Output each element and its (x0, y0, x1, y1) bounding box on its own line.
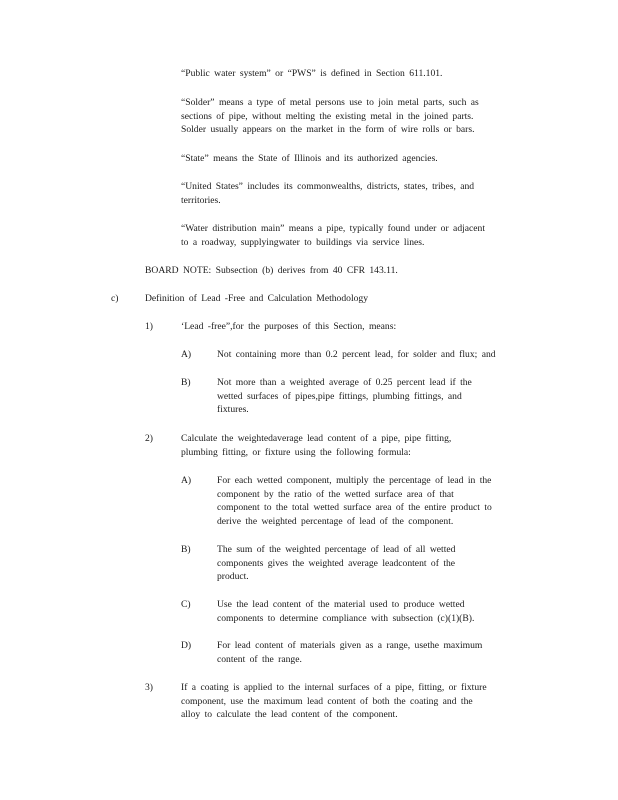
text-line: For each wetted component, multiply the percentage of lead in the (217, 475, 492, 486)
text-line: plumbing fitting, or fixture using the following formula: (181, 446, 411, 458)
text-line: components to determine compliance with subsection (c)(1)(B). (217, 612, 475, 624)
subitem-text (217, 474, 537, 528)
text-line: For lead content of materials given as a range, usethe maximum (217, 640, 483, 651)
text-line: product. (217, 571, 249, 583)
item-text (181, 681, 536, 722)
text-line: ‘Lead -free”,for the purposes of this Section, means: (181, 321, 397, 332)
text-line: “Public water system” or “PWS” is defined in Section 611.101. (181, 68, 443, 79)
item-label: 1) (145, 321, 153, 332)
text-line: to a roadway, supplyingwater to buildings via service lines. (181, 236, 425, 248)
text-line: component to the total wetted surface area of the entire product to (217, 502, 492, 514)
subitem-label: A) (181, 349, 192, 360)
text-line: derive the weighted percentage of lead of the component. (217, 515, 454, 527)
board-note (145, 264, 525, 278)
text-line: components gives the weighted average leadcontent of the (217, 557, 456, 569)
text-line: Not containing more than 0.2 percent lead, for solder and flux; and (217, 349, 496, 360)
subitem-label: B) (181, 544, 191, 555)
text-line: The sum of the weighted percentage of lead of all wetted (217, 544, 456, 555)
text-line: If a coating is applied to the internal surfaces of a pipe, fitting, or fixture (181, 682, 487, 693)
section-heading (145, 292, 525, 306)
text-line: Use the lead content of the material used to produce wetted (217, 599, 465, 610)
subitem-label: C) (181, 599, 191, 610)
subitem-text (217, 598, 537, 625)
definition-water-distribution-main (181, 222, 536, 249)
text-line: “Water distribution main” means a pipe, typically found under or adjacent (181, 223, 486, 234)
text-line: fixtures. (217, 404, 249, 416)
item-text (181, 432, 536, 459)
subitem-text (217, 543, 537, 584)
text-line: “Solder” means a type of metal persons use to join metal parts, such as (181, 97, 479, 108)
text-line: Not more than a weighted average of 0.25 percent lead if the (217, 377, 472, 388)
text-line: “State” means the State of Illinois and its authorized agencies. (181, 153, 438, 164)
subitem-text (217, 639, 537, 666)
text-line: content of the range. (217, 653, 302, 665)
item-text (181, 320, 536, 334)
item-label: 3) (145, 682, 153, 693)
text-line: Calculate the weightedaverage lead content of a pipe, pipe fitting, (181, 433, 452, 444)
board-note-text: BOARD NOTE: Subsection (b) derives from 40 CFR 143.11. (145, 265, 398, 276)
item-label: 2) (145, 433, 153, 444)
text-line: “United States” includes its commonwealths, districts, states, tribes, and (181, 181, 475, 192)
subitem-label: A) (181, 475, 192, 486)
text-line: Solder usually appears on the market in the form of wire rolls or bars. (181, 124, 475, 136)
text-line: component, use the maximum lead content of both the coating and the (181, 695, 473, 707)
subitem-text (217, 348, 537, 362)
definition-solder (181, 96, 536, 137)
section-heading-text: Definition of Lead -Free and Calculation Methodology (145, 293, 369, 304)
definition-united-states (181, 180, 536, 207)
text-line: sections of pipe, without melting the existing metal in the joined parts. (181, 110, 474, 122)
subitem-text (217, 376, 537, 417)
text-line: alloy to calculate the lead content of the component. (181, 709, 398, 721)
subitem-label: B) (181, 377, 191, 388)
section-label: c) (111, 293, 119, 304)
text-line: component by the ratio of the wetted surface area of that (217, 488, 454, 500)
definition-state (181, 152, 536, 166)
subitem-label: D) (181, 640, 192, 651)
definition-pws (181, 67, 536, 81)
text-line: wetted surfaces of pipes,pipe fittings, plumbing fittings, and (217, 390, 462, 402)
text-line: territories. (181, 194, 221, 206)
